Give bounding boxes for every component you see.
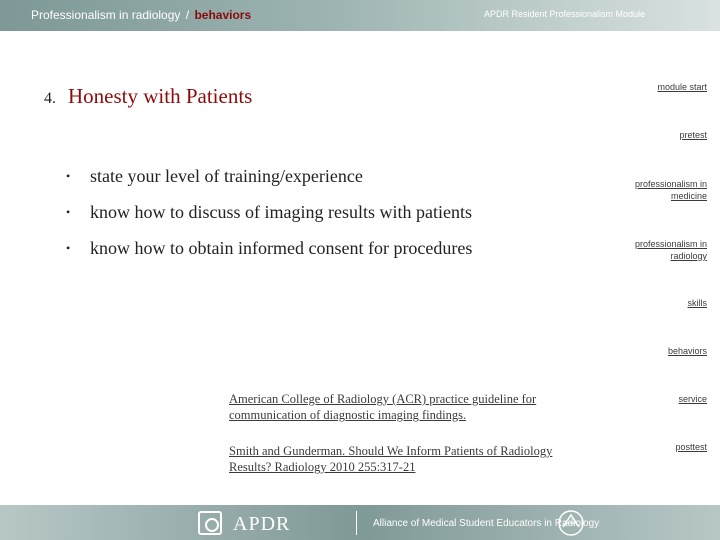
- reference-link-acr[interactable]: American College of Radiology (ACR) practice guideline for communication of diagnostic imaging findings.: [229, 392, 537, 422]
- breadcrumb-current: behaviors: [194, 8, 252, 22]
- breadcrumb-root[interactable]: Professionalism in radiology: [31, 8, 181, 22]
- bullet-glyph: •: [66, 169, 71, 183]
- bullet-text: know how to obtain informed consent for procedures: [90, 238, 473, 258]
- slide-title: [44, 84, 252, 109]
- module-title: APDR Resident Professionalism Module: [484, 9, 646, 19]
- bullet-item: [66, 238, 472, 274]
- nav-service[interactable]: service: [678, 394, 707, 404]
- bullet-glyph: •: [66, 241, 71, 255]
- apdr-logo-icon: [198, 511, 222, 535]
- bullet-text: know how to discuss of imaging results with patients: [90, 202, 472, 222]
- references: [229, 391, 589, 495]
- bullet-item: [66, 166, 472, 202]
- footer-bar: [0, 505, 720, 540]
- nav-pretest[interactable]: pretest: [679, 130, 707, 140]
- bullet-list: [66, 166, 472, 274]
- apdr-wordmark: APDR: [233, 513, 291, 535]
- breadcrumb-separator: /: [185, 8, 190, 22]
- reference-link-smith[interactable]: Smith and Gunderman. Should We Inform Patients of Radiology Results? Radiology 2010 255:317-21: [229, 444, 553, 474]
- nav-skills[interactable]: skills: [687, 298, 707, 308]
- amse-name: Alliance of Medical Student Educators in Radiology: [373, 518, 600, 529]
- nav-professionalism-in-radiology[interactable]: professionalism in radiology: [634, 239, 707, 261]
- footer-divider: [356, 511, 357, 535]
- bullet-text: state your level of training/experience: [90, 166, 363, 186]
- nav-behaviors[interactable]: behaviors: [667, 346, 707, 356]
- nav-module-start[interactable]: module start: [657, 82, 707, 92]
- header-bar: [0, 0, 720, 31]
- bullet-glyph: •: [66, 205, 71, 219]
- slide-number: 4.: [44, 90, 56, 107]
- nav-professionalism-in-medicine[interactable]: professionalism in medicine: [634, 179, 707, 201]
- bullet-item: [66, 202, 472, 238]
- slide-title-text: Honesty with Patients: [68, 84, 253, 108]
- breadcrumb: [31, 8, 251, 22]
- nav-posttest[interactable]: posttest: [675, 442, 707, 452]
- amser-logo-icon: [556, 509, 586, 537]
